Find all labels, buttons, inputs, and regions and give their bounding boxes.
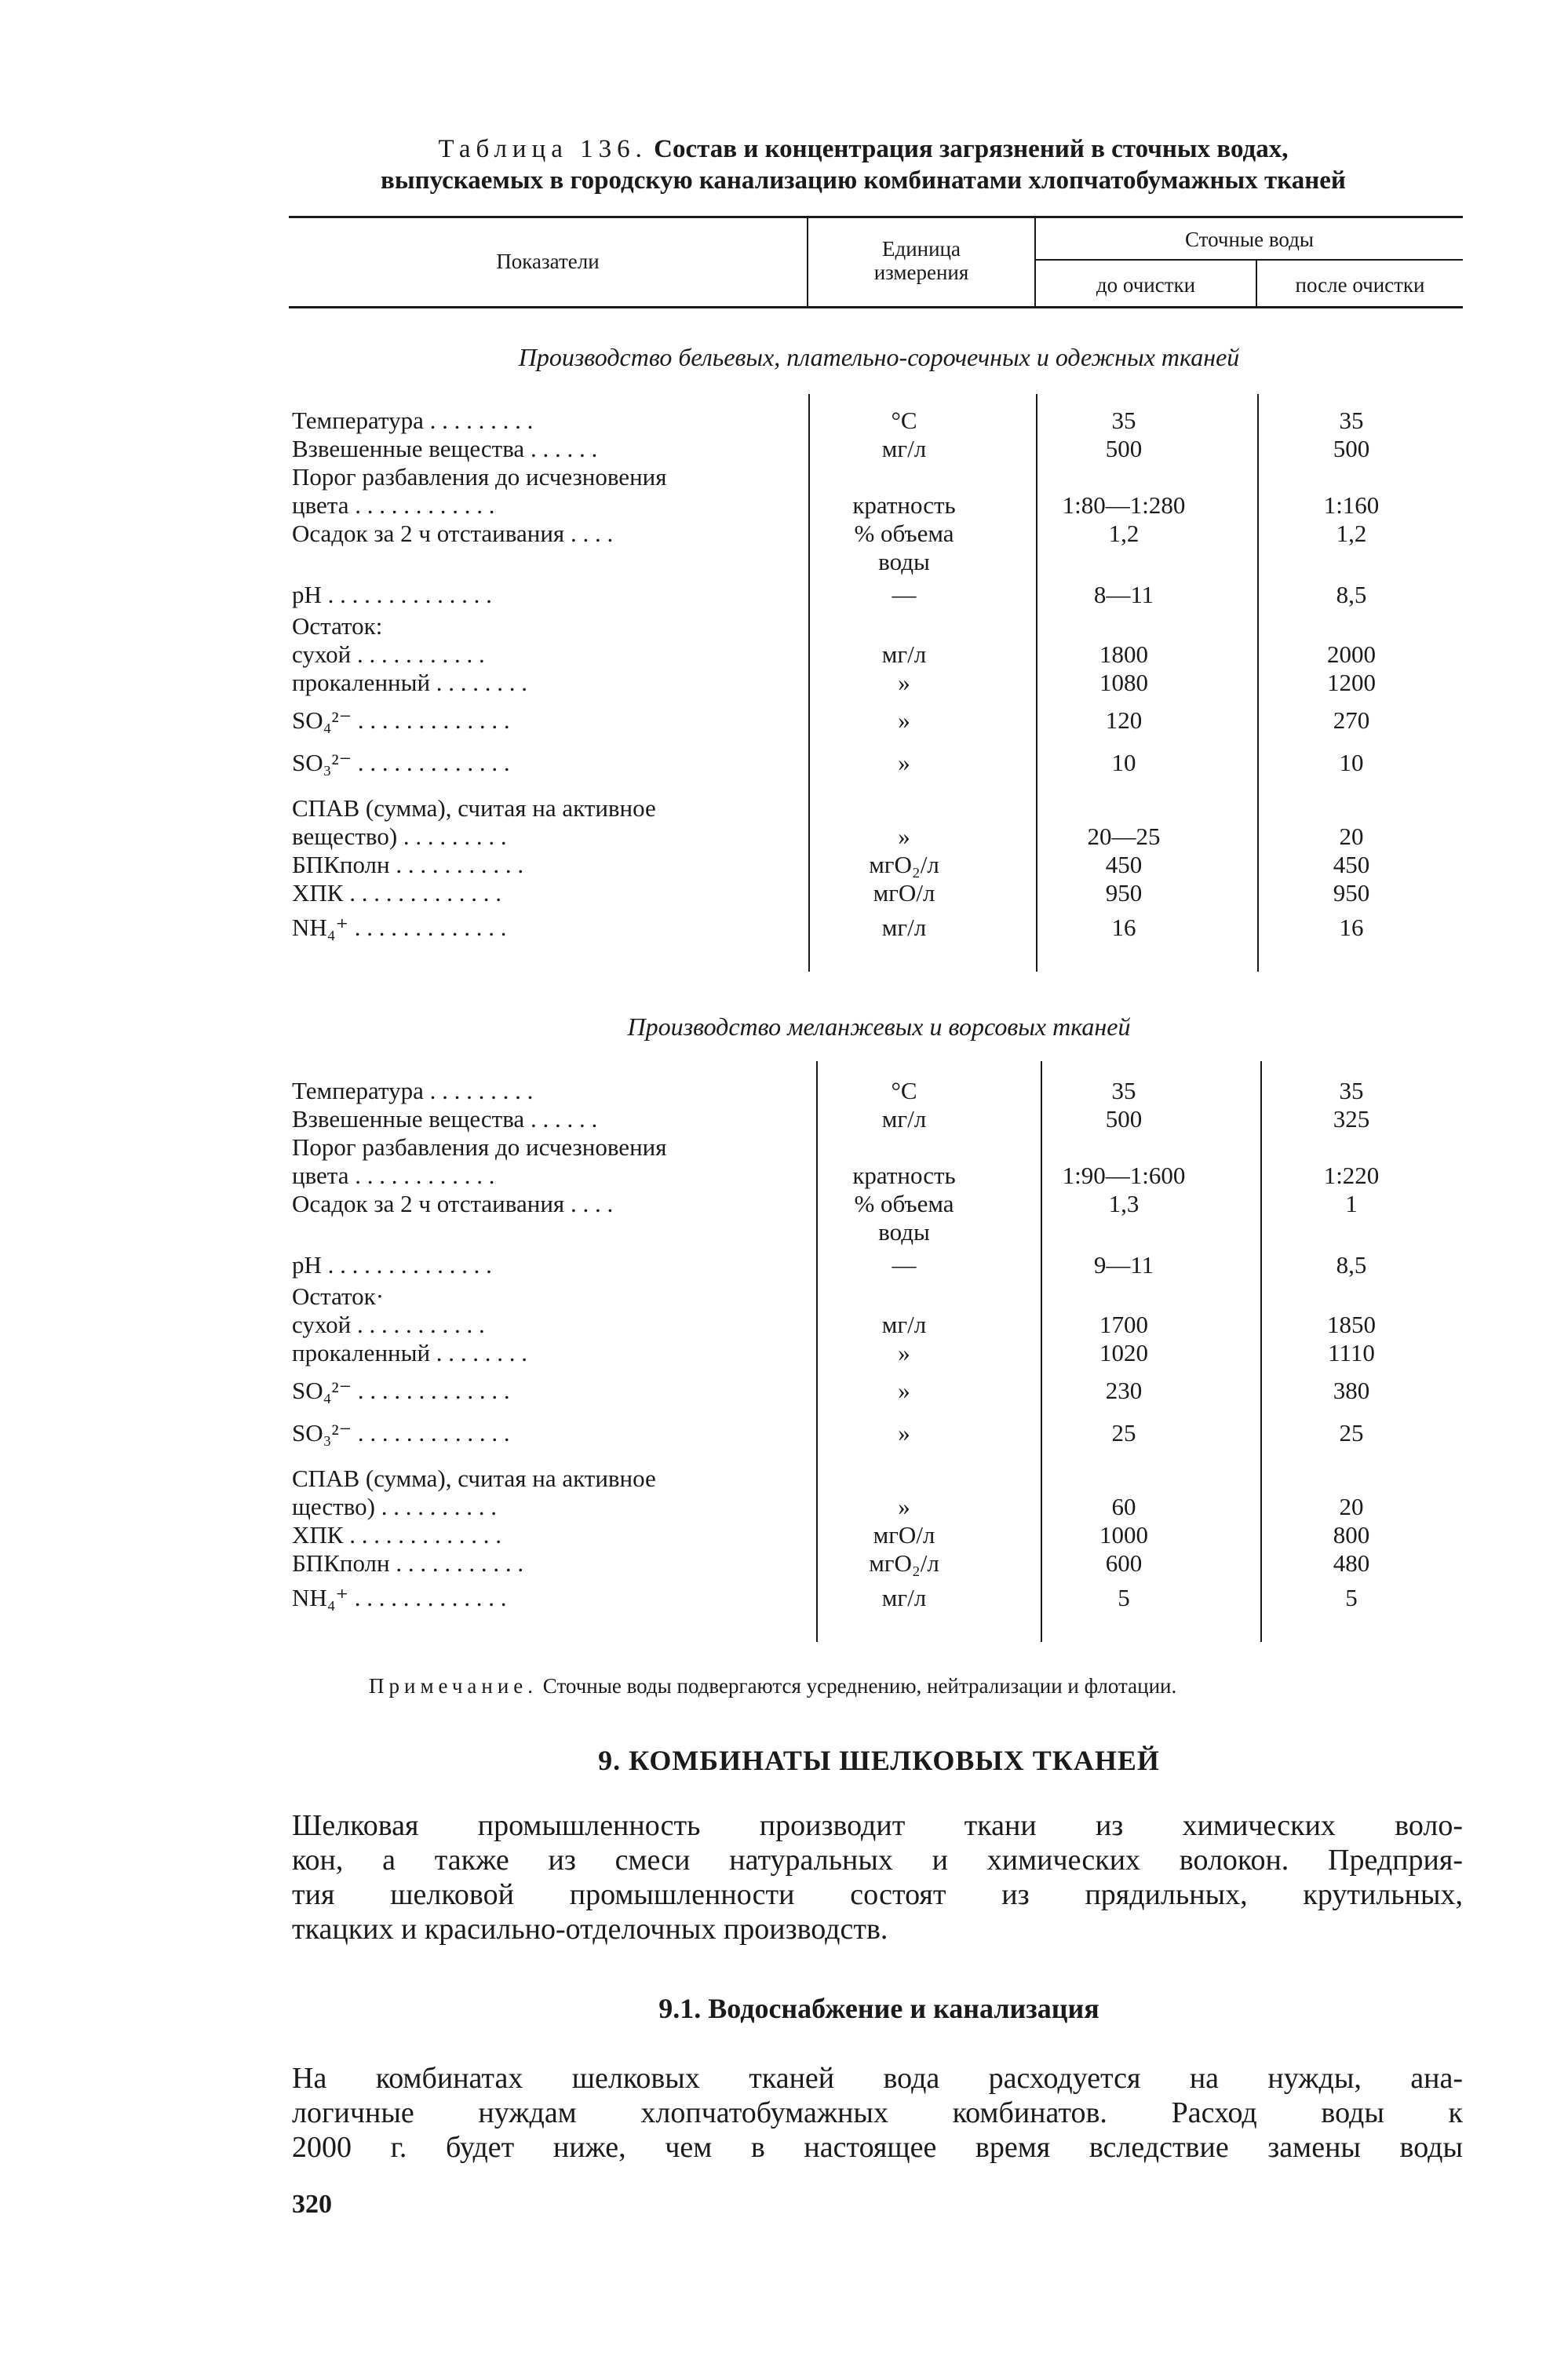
value-before-cell: 10: [1111, 749, 1136, 776]
value-after-cell: 1200: [1327, 669, 1376, 696]
para1-line: кон, а также из смеси натуральных и химических волокон. Предприя-: [292, 1844, 1463, 1877]
indicator-name-text: ХПК . . . . . . . . . . . . .: [292, 1521, 501, 1549]
unit-cell: мг/л: [881, 1105, 927, 1133]
indicator-name-text: SO₄²⁻ . . . . . . . . . . . . .: [292, 706, 510, 734]
unit-cell: °С: [891, 407, 917, 434]
indicator-name-text: вещество) . . . . . . . . .: [292, 823, 507, 850]
unit-cell: % объема: [854, 1190, 954, 1217]
indicator-name: [292, 407, 794, 435]
indicator-name-text: БПКполн . . . . . . . . . . .: [292, 1549, 524, 1577]
value-before-cell: 9—11: [1093, 1251, 1154, 1279]
section-title-1: Производство бельевых, плательно-сорочечных и одежных тканей: [518, 343, 1240, 371]
indicator-name-text: прокаленный . . . . . . . .: [292, 1339, 528, 1366]
unit-cell: кратность: [852, 491, 956, 519]
header-mid-rule: [1034, 259, 1463, 261]
value-before-cell: 25: [1111, 1419, 1136, 1447]
value-after-cell: 35: [1339, 1077, 1364, 1104]
col-header-unit: [808, 237, 1034, 284]
value-after-cell: 1,2: [1336, 520, 1367, 547]
table-caption: [283, 133, 1444, 196]
indicator-name-text: цвета . . . . . . . . . . . .: [292, 1162, 495, 1189]
unit-cell: —: [892, 1251, 917, 1279]
table-label: Таблица 136.: [438, 135, 647, 163]
indicator-name: [292, 879, 794, 907]
value-before-cell: 120: [1105, 706, 1143, 734]
indicator-name-text: SO₃²⁻ . . . . . . . . . . . . .: [292, 749, 510, 776]
indicator-name: [292, 640, 794, 669]
indicator-name-text: цвета . . . . . . . . . . . .: [292, 491, 495, 519]
indicator-name-text: Порог разбавления до исчезновения: [292, 1133, 667, 1161]
indicator-name-text: щество) . . . . . . . . . .: [292, 1493, 497, 1520]
note-label: Примечание.: [369, 1674, 538, 1698]
value-after-cell: 35: [1339, 407, 1364, 434]
section-title-2: Производство меланжевых и ворсовых тканей: [627, 1012, 1131, 1041]
value-before-cell: 1800: [1099, 640, 1148, 668]
unit-cell: °С: [891, 1077, 917, 1104]
indicator-name-text: БПКполн . . . . . . . . . . .: [292, 851, 524, 878]
unit-cell: »: [898, 1339, 910, 1366]
col-header-unit-line1: Единица: [881, 237, 961, 261]
value-before-cell: 35: [1111, 1077, 1136, 1104]
value-after-cell: 1:220: [1323, 1162, 1380, 1189]
value-before-cell: 16: [1111, 914, 1136, 941]
indicator-name: [292, 851, 794, 879]
header-top-rule: [289, 216, 1463, 218]
value-before-cell: 1000: [1099, 1521, 1148, 1549]
indicator-name: [292, 706, 794, 735]
indicator-name: [292, 1493, 794, 1521]
value-after-cell: 25: [1339, 1419, 1364, 1447]
unit-cell: мгО₂/л: [869, 1549, 939, 1577]
para1-line: ткацких и красильно-отделочных производств.: [292, 1913, 888, 1946]
value-before-cell: 1080: [1099, 669, 1148, 696]
table-caption-line2: выпускаемых в городскую канализацию комбинатами хлопчатобумажных тканей: [381, 166, 1346, 195]
indicator-name-text: pH . . . . . . . . . . . . . .: [292, 1251, 492, 1279]
col-header-unit-line2: измерения: [873, 261, 969, 284]
indicator-name: [292, 1377, 794, 1405]
indicator-name: [292, 1311, 794, 1339]
indicator-name-text: ХПК . . . . . . . . . . . . .: [292, 879, 501, 907]
unit-cell: мгО/л: [873, 1521, 935, 1549]
value-after-cell: 480: [1333, 1549, 1370, 1577]
value-before-cell: 20—25: [1087, 823, 1161, 850]
col-header-after: после очистки: [1295, 273, 1425, 297]
value-before-cell: 450: [1105, 851, 1143, 878]
value-before-cell: 1:80—1:280: [1062, 491, 1186, 519]
indicator-name-text: Температура . . . . . . . . .: [292, 1077, 534, 1104]
indicator-name: [292, 612, 794, 640]
value-before-cell: 1:90—1:600: [1062, 1162, 1186, 1189]
value-after-cell: 8,5: [1336, 581, 1367, 608]
para2-line: На комбинатах шелковых тканей вода расходуется на нужды, ана-: [292, 2062, 1463, 2095]
note-text: Сточные воды подвергаются усреднению, нейтрализации и флотации.: [542, 1674, 1177, 1698]
value-before-cell: 500: [1105, 435, 1143, 462]
col-header-wastewater: Сточные воды: [1185, 228, 1314, 251]
value-after-cell: 1110: [1328, 1339, 1375, 1366]
indicator-name: [292, 749, 794, 777]
indicator-name-text: Остаток:: [292, 612, 383, 640]
indicator-name-text: Осадок за 2 ч отстаивания . . . .: [292, 520, 614, 547]
col-header-before: до очистки: [1096, 273, 1196, 297]
unit-cell: мг/л: [881, 1311, 927, 1338]
value-after-cell: 500: [1333, 435, 1370, 462]
value-after-cell: 950: [1333, 879, 1370, 907]
indicator-name-text: прокаленный . . . . . . . .: [292, 669, 528, 696]
indicator-name: [292, 1521, 794, 1549]
indicator-name-text: NH₄⁺ . . . . . . . . . . . . .: [292, 914, 507, 941]
unit-cell: кратность: [852, 1162, 956, 1189]
value-before-cell: 230: [1105, 1377, 1143, 1404]
indicator-name-text: Температура . . . . . . . . .: [292, 407, 534, 434]
indicator-name: [292, 1190, 794, 1218]
unit-cell: »: [898, 1419, 910, 1447]
unit-cell: »: [898, 823, 910, 850]
indicator-name-text: Порог разбавления до исчезновения: [292, 463, 667, 491]
indicator-name: [292, 823, 794, 851]
unit-cell: »: [898, 749, 910, 776]
unit-cell: »: [898, 1377, 910, 1404]
indicator-name: [292, 914, 794, 942]
value-after-cell: 270: [1333, 706, 1370, 734]
value-before-cell: 1,3: [1108, 1190, 1140, 1217]
value-before-cell: 1700: [1099, 1311, 1148, 1338]
indicator-name-text: сухой . . . . . . . . . . .: [292, 1311, 485, 1338]
indicator-name-text: SO₄²⁻ . . . . . . . . . . . . .: [292, 1377, 510, 1404]
value-after-cell: 800: [1333, 1521, 1370, 1549]
unit-cell: мг/л: [881, 914, 927, 941]
unit-cell: % объема: [854, 520, 954, 547]
indicator-name-text: Взвешенные вещества . . . . . .: [292, 435, 598, 462]
unit-cell: мг/л: [881, 640, 927, 668]
indicator-name: [292, 1419, 794, 1447]
indicator-name-text: СПАВ (сумма), считая на активное: [292, 1465, 656, 1492]
indicator-name-text: сухой . . . . . . . . . . .: [292, 640, 485, 668]
value-after-cell: 380: [1333, 1377, 1370, 1404]
unit-cell: мгО₂/л: [869, 851, 939, 878]
indicator-name: [292, 794, 794, 823]
value-after-cell: 1: [1345, 1190, 1358, 1217]
table-section-1: [292, 407, 1461, 980]
indicator-name: [292, 1584, 794, 1612]
indicator-name: [292, 669, 794, 697]
value-before-cell: 5: [1118, 1584, 1130, 1611]
value-after-cell: 20: [1339, 823, 1364, 850]
unit-cell: мг/л: [881, 435, 927, 462]
value-before-cell: 950: [1105, 879, 1143, 907]
unit-cell: мгО/л: [873, 879, 935, 907]
indicator-name: [292, 1105, 794, 1133]
value-after-cell: 20: [1339, 1493, 1364, 1520]
page-number: 320: [292, 2190, 332, 2219]
indicator-name: [292, 1077, 794, 1105]
indicator-name-text: СПАВ (сумма), считая на активное: [292, 794, 656, 822]
indicator-name-text: Взвешенные вещества . . . . . .: [292, 1105, 598, 1133]
indicator-name: [292, 463, 794, 491]
unit-cell: »: [898, 669, 910, 696]
indicator-name: [292, 1133, 794, 1162]
value-after-cell: 1:160: [1323, 491, 1380, 519]
table-caption-line1: Состав и концентрация загрязнений в сточных водах,: [654, 135, 1289, 163]
unit-cell: —: [892, 581, 917, 608]
paragraph-2: [292, 2061, 1463, 2165]
indicator-name: [292, 1162, 794, 1190]
col-header-indicators: Показатели: [496, 250, 600, 273]
value-before-cell: 8—11: [1093, 581, 1154, 608]
para1-line: тия шелковой промышленности состоят из прядильных, крутильных,: [292, 1878, 1463, 1911]
indicator-name: [292, 1282, 794, 1311]
indicator-name: [292, 1465, 794, 1493]
value-after-cell: 8,5: [1336, 1251, 1367, 1279]
unit-cell: »: [898, 1493, 910, 1520]
table-note: [369, 1673, 1468, 1699]
value-after-cell: 16: [1339, 914, 1364, 941]
value-after-cell: 5: [1345, 1584, 1358, 1611]
indicator-name-text: Остаток·: [292, 1282, 385, 1310]
table-section-2: [292, 1077, 1461, 1650]
indicator-name-text: pH . . . . . . . . . . . . . .: [292, 581, 492, 608]
unit-cell: мг/л: [881, 1584, 927, 1611]
indicator-name: [292, 491, 794, 520]
chapter-heading: 9. КОМБИНАТЫ ШЕЛКОВЫХ ТКАНЕЙ: [598, 1745, 1160, 1776]
value-before-cell: 60: [1111, 1493, 1136, 1520]
value-after-cell: 325: [1333, 1105, 1370, 1133]
value-after-cell: 2000: [1327, 640, 1376, 668]
unit-cell: воды: [878, 548, 930, 575]
indicator-name: [292, 435, 794, 463]
header-bottom-rule: [289, 306, 1463, 308]
para2-line: логичные нуждам хлопчатобумажных комбинатов. Расход воды к: [292, 2096, 1463, 2129]
value-before-cell: 1,2: [1108, 520, 1140, 547]
value-after-cell: 1850: [1327, 1311, 1376, 1338]
value-after-cell: 450: [1333, 851, 1370, 878]
value-after-cell: 10: [1339, 749, 1364, 776]
indicator-name: [292, 1251, 794, 1279]
indicator-name: [292, 581, 794, 609]
indicator-name-text: Осадок за 2 ч отстаивания . . . .: [292, 1190, 614, 1217]
paragraph-1: [292, 1808, 1463, 1946]
indicator-name: [292, 1339, 794, 1367]
indicator-name-text: SO₃²⁻ . . . . . . . . . . . . .: [292, 1419, 510, 1447]
indicator-name: [292, 1549, 794, 1578]
unit-cell: »: [898, 706, 910, 734]
subsection-heading: 9.1. Водоснабжение и канализация: [658, 1993, 1099, 2024]
value-before-cell: 35: [1111, 407, 1136, 434]
unit-cell: воды: [878, 1218, 930, 1246]
value-before-cell: 1020: [1099, 1339, 1148, 1366]
indicator-name-text: NH₄⁺ . . . . . . . . . . . . .: [292, 1584, 507, 1611]
indicator-name: [292, 520, 794, 548]
value-before-cell: 500: [1105, 1105, 1143, 1133]
para2-line: 2000 г. будет ниже, чем в настоящее время вследствие замены воды: [292, 2131, 1463, 2164]
para1-line: Шелковая промышленность производит ткани из химических воло-: [292, 1809, 1463, 1842]
value-before-cell: 600: [1105, 1549, 1143, 1577]
